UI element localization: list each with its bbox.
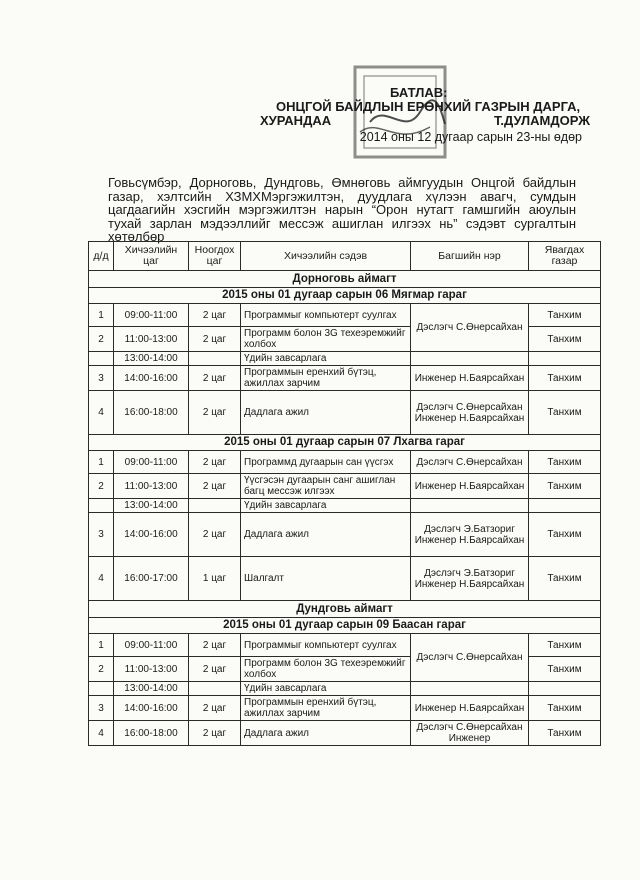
schedule-body bbox=[89, 271, 601, 746]
cell-hours: 2 цаг bbox=[189, 634, 241, 657]
cell-hours: 2 цаг bbox=[189, 391, 241, 435]
cell-place: Танхим bbox=[529, 513, 601, 557]
table-row bbox=[89, 557, 601, 601]
cell-num: 2 bbox=[89, 474, 114, 499]
table-row bbox=[89, 721, 601, 746]
table-row bbox=[89, 634, 601, 657]
day-date: 2015 оны 01 дугаар сарын 09 Баасан гараг bbox=[89, 618, 601, 634]
break-row bbox=[89, 352, 601, 366]
table-row bbox=[89, 696, 601, 721]
cell-num: 3 bbox=[89, 513, 114, 557]
approval-position: ОНЦГОЙ БАЙДЛЫН ЕРӨНХИЙ ГАЗРЫН ДАРГА, bbox=[276, 99, 581, 114]
cell-empty bbox=[89, 682, 114, 696]
header-teacher: Багшийн нэр bbox=[411, 242, 529, 271]
cell-num: 1 bbox=[89, 304, 114, 327]
cell-place: Танхим bbox=[529, 366, 601, 391]
cell-hours: 2 цаг bbox=[189, 474, 241, 499]
header-topic: Хичээлийн сэдэв bbox=[241, 242, 411, 271]
cell-topic: Программыг компьютерт суулгах bbox=[241, 634, 411, 657]
cell-hours: 2 цаг bbox=[189, 513, 241, 557]
cell-topic: Программын еренхий бүтэц, ажиллах зарчим bbox=[241, 366, 411, 391]
cell-time: 14:00-16:00 bbox=[114, 696, 189, 721]
date-row bbox=[89, 618, 601, 634]
cell-empty bbox=[189, 352, 241, 366]
cell-num: 4 bbox=[89, 391, 114, 435]
approval-block bbox=[260, 86, 590, 144]
table-header-row bbox=[89, 242, 601, 271]
cell-num: 2 bbox=[89, 657, 114, 682]
header-time: Хичээлийн цаг bbox=[114, 242, 189, 271]
cell-time: 09:00-11:00 bbox=[114, 634, 189, 657]
cell-teacher: Дэслэгч С.Өнерсайхан Инженер Н.Баярсайхан bbox=[411, 391, 529, 435]
cell-teacher: Дэслэгч Э.Батзориг Инженер Н.Баярсайхан bbox=[411, 557, 529, 601]
cell-topic: Программ болон 3G техеэремжийг холбох bbox=[241, 657, 411, 682]
cell-topic: Дадлага ажил bbox=[241, 513, 411, 557]
cell-time: 14:00-16:00 bbox=[114, 513, 189, 557]
table-row bbox=[89, 474, 601, 499]
cell-hours: 2 цаг bbox=[189, 304, 241, 327]
cell-empty bbox=[189, 499, 241, 513]
cell-teacher: Дэслэгч С.Өнерсайхан bbox=[411, 634, 529, 682]
program-title: Говьсүмбэр, Дорноговь, Дундговь, Өмнөговь аймгуудын Онцгой байдлын газар, хэлтсийн ХЗМХМэргэжилтэн, дуудлага хүлээн авагч, сумдын цагдаагийн хэсгийн мэргэжилтэн нарын “Орон нутагт гамшгийн аюулын тухай зарлан мэдээллийг мессэж ашиглан илгээх нь” сэдэвт сургалтын хөтөлбөр bbox=[108, 175, 576, 244]
date-row bbox=[89, 435, 601, 451]
cell-time: 13:00-14:00 bbox=[114, 682, 189, 696]
cell-time: 16:00-18:00 bbox=[114, 391, 189, 435]
cell-topic: Шалгалт bbox=[241, 557, 411, 601]
date-row bbox=[89, 288, 601, 304]
section-title: Дорноговь аймагт bbox=[89, 271, 601, 288]
cell-topic: Программын еренхий бүтэц, ажиллах зарчим bbox=[241, 696, 411, 721]
cell-time: 11:00-13:00 bbox=[114, 327, 189, 352]
cell-place: Танхим bbox=[529, 391, 601, 435]
cell-empty bbox=[411, 499, 529, 513]
table-row bbox=[89, 391, 601, 435]
section-title: Дундговь аймагт bbox=[89, 601, 601, 618]
cell-time: 13:00-14:00 bbox=[114, 499, 189, 513]
cell-empty bbox=[89, 352, 114, 366]
cell-empty bbox=[189, 682, 241, 696]
cell-place: Танхим bbox=[529, 657, 601, 682]
section-row bbox=[89, 271, 601, 288]
cell-time: 14:00-16:00 bbox=[114, 366, 189, 391]
cell-time: 16:00-18:00 bbox=[114, 721, 189, 746]
approval-name: Т.ДУЛАМДОРЖ bbox=[493, 113, 590, 128]
cell-empty bbox=[89, 499, 114, 513]
cell-topic: Программд дугаарын сан үүсгэх bbox=[241, 451, 411, 474]
table-row bbox=[89, 366, 601, 391]
table-row bbox=[89, 451, 601, 474]
cell-place: Танхим bbox=[529, 557, 601, 601]
cell-hours: 2 цаг bbox=[189, 366, 241, 391]
cell-place: Танхим bbox=[529, 327, 601, 352]
cell-topic: Дадлага ажил bbox=[241, 721, 411, 746]
cell-teacher: Дэслэгч С.Өнерсайхан bbox=[411, 451, 529, 474]
table-row bbox=[89, 304, 601, 327]
cell-num: 1 bbox=[89, 451, 114, 474]
cell-topic: Программыг компьютерт суулгах bbox=[241, 304, 411, 327]
approval-title: БАТЛАВ: bbox=[390, 85, 448, 100]
cell-hours: 1 цаг bbox=[189, 557, 241, 601]
cell-topic: Программ болон 3G техеэремжийг холбох bbox=[241, 327, 411, 352]
approval-signatory bbox=[260, 114, 590, 128]
cell-topic: Үүсгэсэн дугаарын санг ашиглан багц мессэж илгээх bbox=[241, 474, 411, 499]
cell-num: 4 bbox=[89, 721, 114, 746]
cell-time: 13:00-14:00 bbox=[114, 352, 189, 366]
cell-place: Танхим bbox=[529, 634, 601, 657]
cell-empty bbox=[529, 352, 601, 366]
break-row bbox=[89, 682, 601, 696]
cell-hours: 2 цаг bbox=[189, 451, 241, 474]
day-date: 2015 оны 01 дугаар сарын 07 Лхагва гараг bbox=[89, 435, 601, 451]
schedule-table bbox=[88, 241, 601, 746]
cell-time: 09:00-11:00 bbox=[114, 304, 189, 327]
cell-empty bbox=[529, 682, 601, 696]
cell-time: 11:00-13:00 bbox=[114, 474, 189, 499]
cell-hours: 2 цаг bbox=[189, 327, 241, 352]
header-num: д/д bbox=[89, 242, 114, 271]
cell-empty bbox=[529, 499, 601, 513]
cell-teacher: Инженер Н.Баярсайхан bbox=[411, 696, 529, 721]
cell-hours: 2 цаг bbox=[189, 657, 241, 682]
cell-place: Танхим bbox=[529, 304, 601, 327]
cell-place: Танхим bbox=[529, 721, 601, 746]
cell-teacher: Дэслэгч Э.Батзориг Инженер Н.Баярсайхан bbox=[411, 513, 529, 557]
cell-time: 09:00-11:00 bbox=[114, 451, 189, 474]
section-row bbox=[89, 601, 601, 618]
cell-topic: Үдийн завсарлага bbox=[241, 682, 411, 696]
table-row bbox=[89, 513, 601, 557]
header-place: Явагдах газар bbox=[529, 242, 601, 271]
cell-empty bbox=[411, 352, 529, 366]
cell-empty bbox=[411, 682, 529, 696]
cell-hours: 2 цаг bbox=[189, 721, 241, 746]
cell-topic: Дадлага ажил bbox=[241, 391, 411, 435]
cell-teacher: Инженер Н.Баярсайхан bbox=[411, 366, 529, 391]
cell-time: 16:00-17:00 bbox=[114, 557, 189, 601]
cell-teacher: Дэслэгч С.Өнерсайхан Инженер bbox=[411, 721, 529, 746]
cell-num: 3 bbox=[89, 366, 114, 391]
cell-teacher: Дэслэгч С.Өнерсайхан bbox=[411, 304, 529, 352]
header-hours: Ноогдох цаг bbox=[189, 242, 241, 271]
approval-date: 2014 оны 12 дугаар сарын 23-ны өдөр bbox=[359, 130, 582, 144]
cell-num: 1 bbox=[89, 634, 114, 657]
approval-rank: ХУРАНДАА bbox=[260, 113, 332, 128]
break-row bbox=[89, 499, 601, 513]
cell-teacher: Инженер Н.Баярсайхан bbox=[411, 474, 529, 499]
cell-num: 2 bbox=[89, 327, 114, 352]
cell-topic: Үдийн завсарлага bbox=[241, 352, 411, 366]
cell-place: Танхим bbox=[529, 696, 601, 721]
cell-num: 3 bbox=[89, 696, 114, 721]
cell-time: 11:00-13:00 bbox=[114, 657, 189, 682]
cell-hours: 2 цаг bbox=[189, 696, 241, 721]
cell-place: Танхим bbox=[529, 474, 601, 499]
cell-place: Танхим bbox=[529, 451, 601, 474]
cell-num: 4 bbox=[89, 557, 114, 601]
cell-topic: Үдийн завсарлага bbox=[241, 499, 411, 513]
day-date: 2015 оны 01 дугаар сарын 06 Мягмар гараг bbox=[89, 288, 601, 304]
